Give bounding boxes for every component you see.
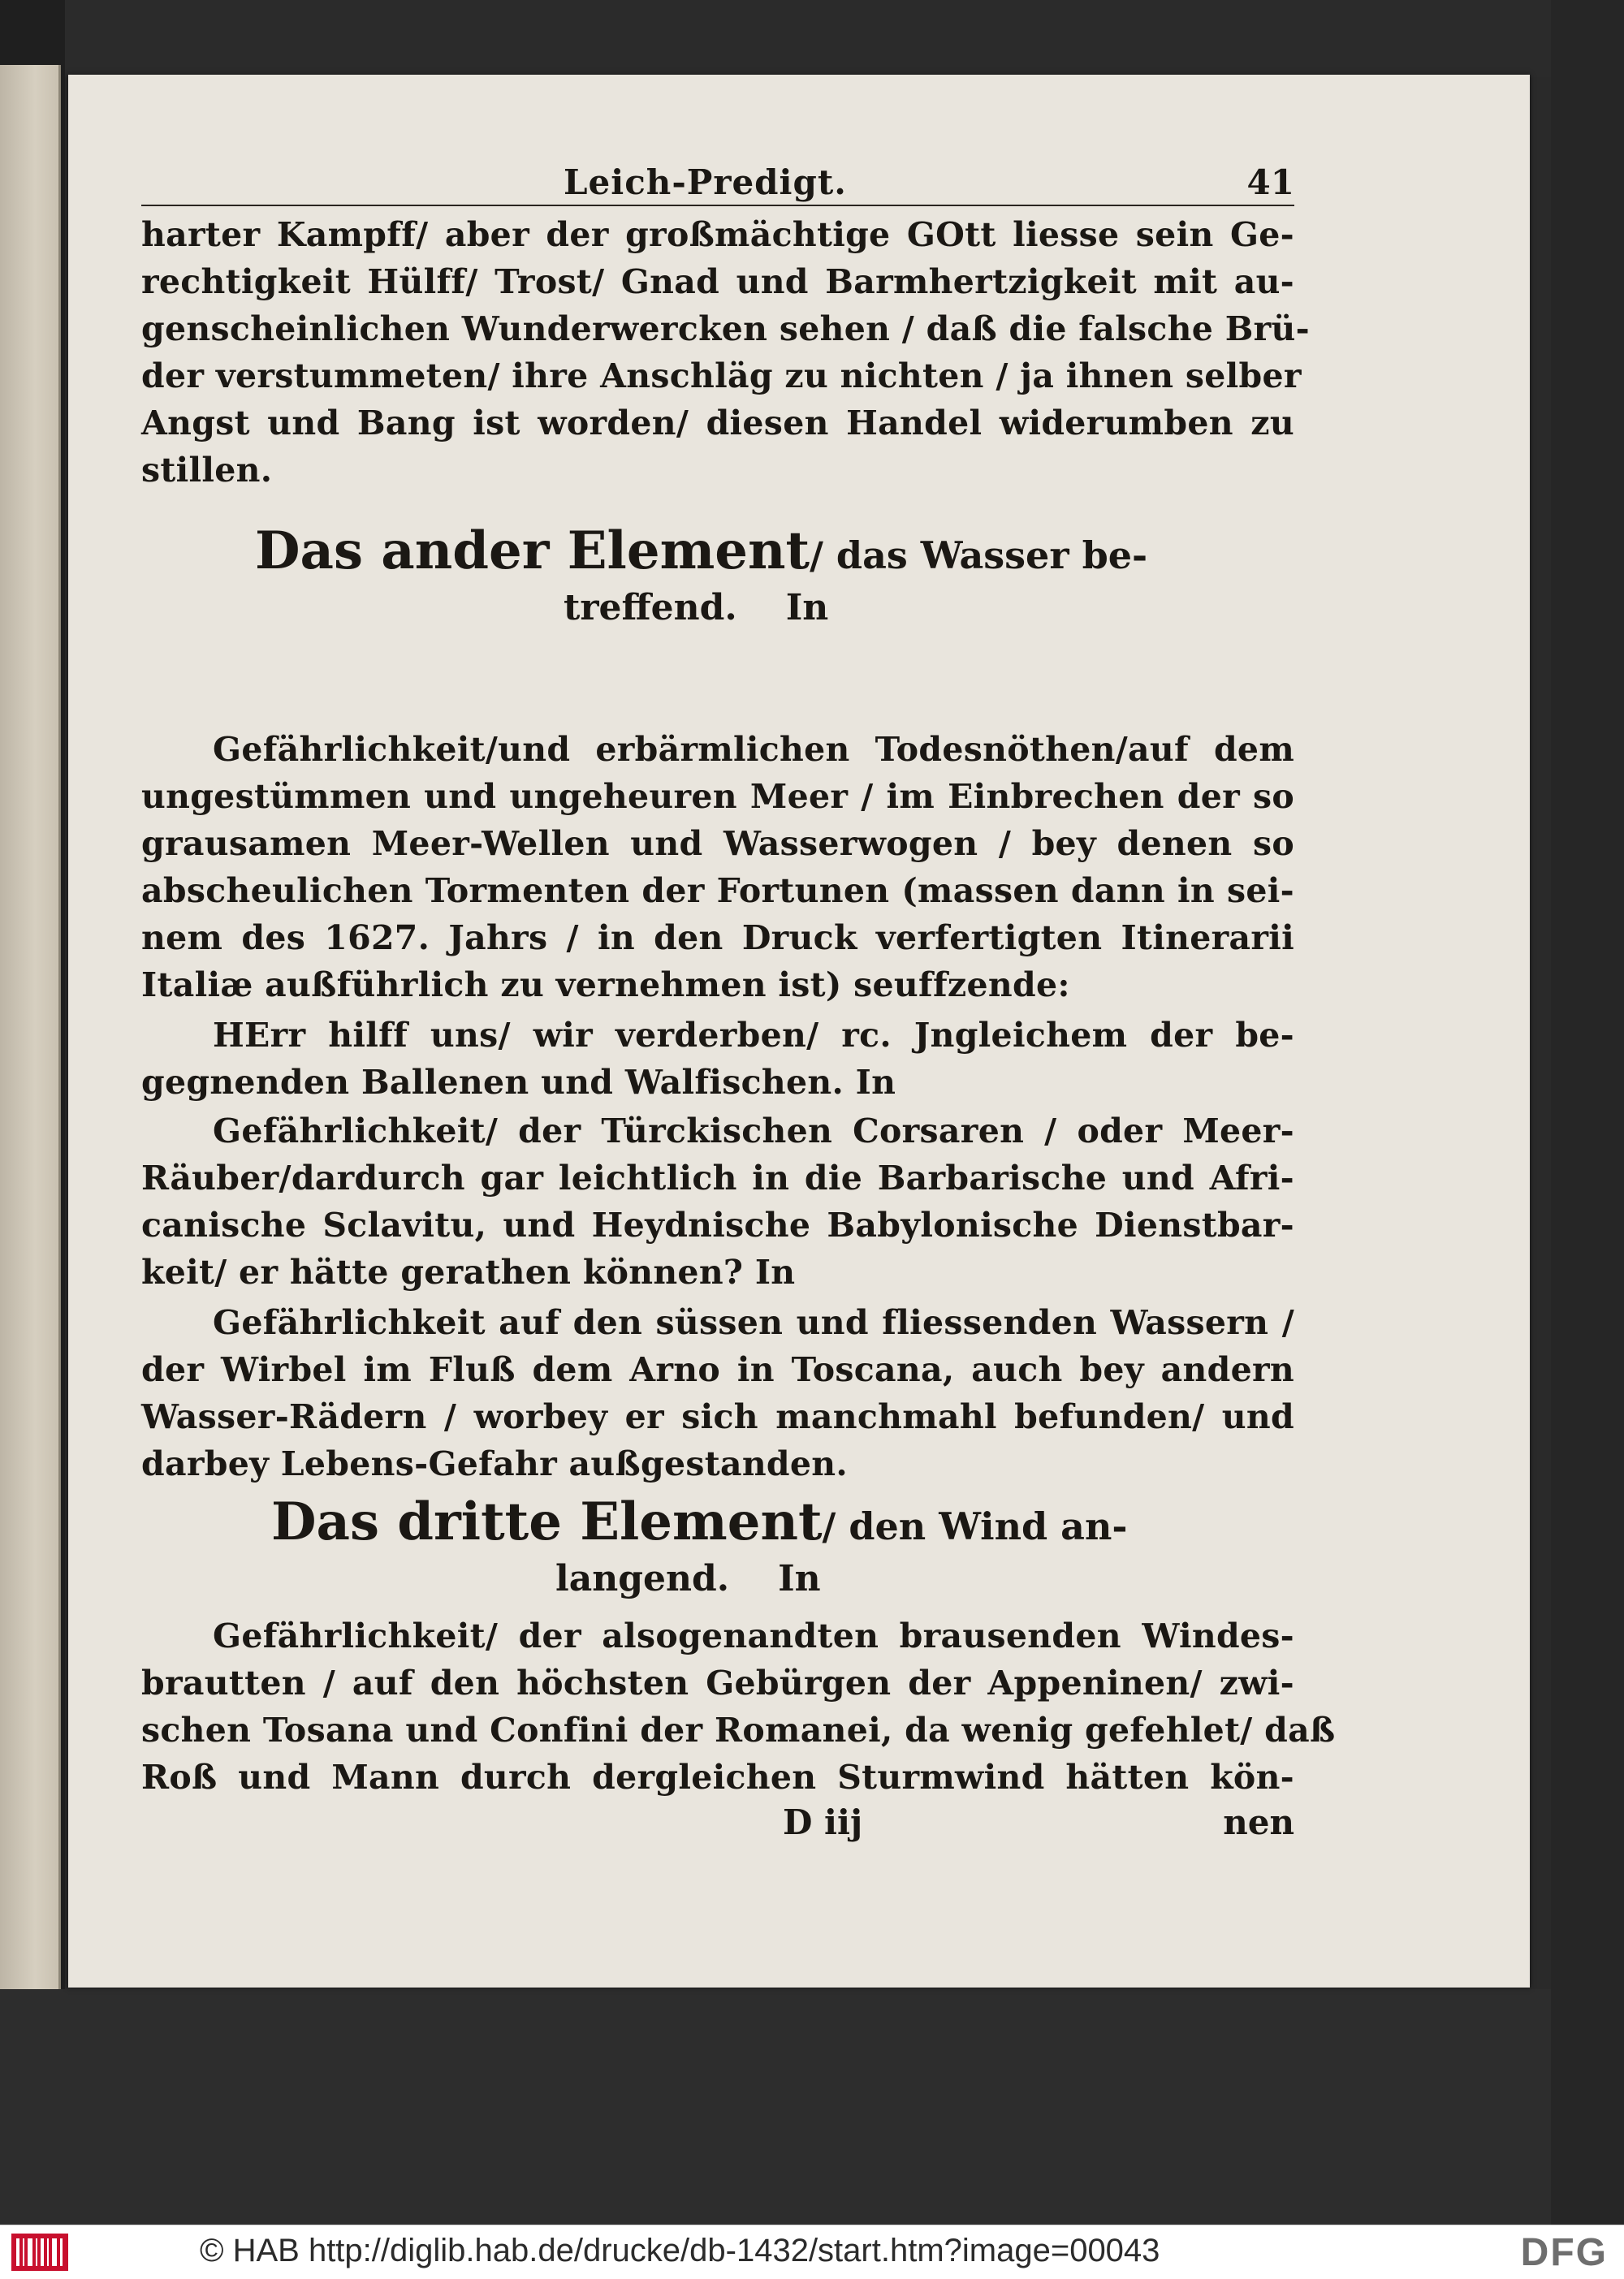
- viewer-status-bar: [0, 2225, 1624, 2279]
- header-rule: [141, 205, 1294, 206]
- text-line: stillen.: [141, 451, 273, 490]
- scanner-backdrop-right: [1551, 0, 1624, 2225]
- heading-line: [141, 583, 1294, 633]
- scanner-backdrop-bottom: [0, 1989, 1624, 2225]
- page-footer: [141, 1802, 1294, 1851]
- text-line: schen Tosana und Confini der Romanei, da wenig gefehlet/ daß: [141, 1711, 1336, 1750]
- section-heading-wind: [141, 1491, 1294, 1604]
- text-line: der Wirbel im Fluß dem Arno in Toscana, auch bey andern: [141, 1350, 1294, 1389]
- signature-mark: D iij: [783, 1802, 863, 1842]
- heading-in-word: In: [785, 587, 829, 628]
- text-line: keit/ er hätte gerathen können? In: [141, 1253, 796, 1292]
- paragraph-1: [141, 211, 1310, 494]
- page-number: 41: [1246, 162, 1294, 202]
- text-line: Gefährlichkeit/ der Türckischen Corsaren / oder Meer-: [213, 1111, 1294, 1150]
- paragraph-4: [141, 1107, 1294, 1296]
- text-line: Gefährlichkeit/ der alsogenandten brausenden Windes-: [213, 1616, 1294, 1655]
- text-line: darbey Lebens-Gefahr außgestanden.: [141, 1444, 848, 1483]
- scanner-backdrop-top: [0, 0, 1624, 77]
- text-line: HErr hilff uns/ wir verderben/ rc. Jngleichem der be-: [213, 1016, 1294, 1055]
- text-line: harter Kampff/ aber der großmächtige GOtt liesse sein Ge-: [141, 215, 1294, 254]
- text-line: abscheulichen Tormenten der Fortunen (massen dann in sei-: [141, 871, 1294, 910]
- text-line: canische Sclavitu, und Heydnische Babylonische Dienstbar-: [141, 1206, 1294, 1245]
- text-line: Roß und Mann durch dergleichen Sturmwind hätten kön-: [141, 1758, 1294, 1797]
- text-line: Gefährlichkeit/und erbärmlichen Todesnöthen/auf dem: [213, 730, 1294, 769]
- heading-title: Das dritte Element: [271, 1491, 823, 1552]
- source-link[interactable]: © HAB http://diglib.hab.de/drucke/db-1432/start.htm?image=00043: [200, 2233, 1160, 2268]
- heading-subtitle: / den Wind an-: [822, 1504, 1128, 1548]
- running-head: Leich-Predigt.: [564, 162, 847, 202]
- dfg-logo: DFG: [1520, 2231, 1608, 2274]
- heading-continuation: langend.: [555, 1558, 730, 1599]
- text-line: rechtigkeit Hülff/ Trost/ Gnad und Barmhertzigkeit mit au-: [141, 262, 1294, 301]
- text-line: brautten / auf den höchsten Gebürgen der Appeninen/ zwi-: [141, 1664, 1294, 1703]
- heading-line: [141, 1491, 1294, 1554]
- scanned-page: [68, 75, 1530, 1988]
- previous-page-edge: [0, 65, 61, 2078]
- paragraph-5: [141, 1299, 1294, 1487]
- barcode-icon: [11, 2234, 68, 2271]
- paragraph-6: [141, 1612, 1336, 1801]
- heading-line: [141, 520, 1294, 583]
- heading-continuation: treffend.: [564, 587, 737, 628]
- catchword: nen: [1223, 1802, 1294, 1842]
- text-line: Wasser-Rädern / worbey er sich manchmahl befunden/ und: [141, 1397, 1294, 1436]
- page-header: [141, 162, 1294, 211]
- paragraph-3: [141, 1012, 1294, 1106]
- text-line: Gefährlichkeit auf den süssen und fliessenden Wassern /: [213, 1303, 1294, 1342]
- section-heading-water: [141, 520, 1294, 633]
- heading-title: Das ander Element: [255, 520, 810, 581]
- heading-in-word: In: [778, 1558, 821, 1599]
- text-line: genscheinlichen Wunderwercken sehen / daß die falsche Brü-: [141, 309, 1310, 348]
- heading-subtitle: / das Wasser be-: [810, 533, 1148, 577]
- text-line: grausamen Meer-Wellen und Wasserwogen / bey denen so: [141, 824, 1294, 863]
- text-line: der verstummeten/ ihre Anschläg zu nichten / ja ihnen selber: [141, 356, 1302, 395]
- heading-line: [141, 1554, 1294, 1604]
- paragraph-2: [141, 726, 1294, 1008]
- text-line: gegnenden Ballenen und Walfischen. In: [141, 1063, 896, 1102]
- text-line: Italiæ außführlich zu vernehmen ist) seuffzende:: [141, 965, 1070, 1004]
- text-line: ungestümmen und ungeheuren Meer / im Einbrechen der so: [141, 777, 1294, 816]
- text-line: Angst und Bang ist worden/ diesen Handel widerumben zu: [141, 404, 1294, 442]
- text-line: nem des 1627. Jahrs / in den Druck verfertigten Itinerarii: [141, 918, 1294, 957]
- text-line: Räuber/dardurch gar leichtlich in die Barbarische und Afri-: [141, 1159, 1294, 1198]
